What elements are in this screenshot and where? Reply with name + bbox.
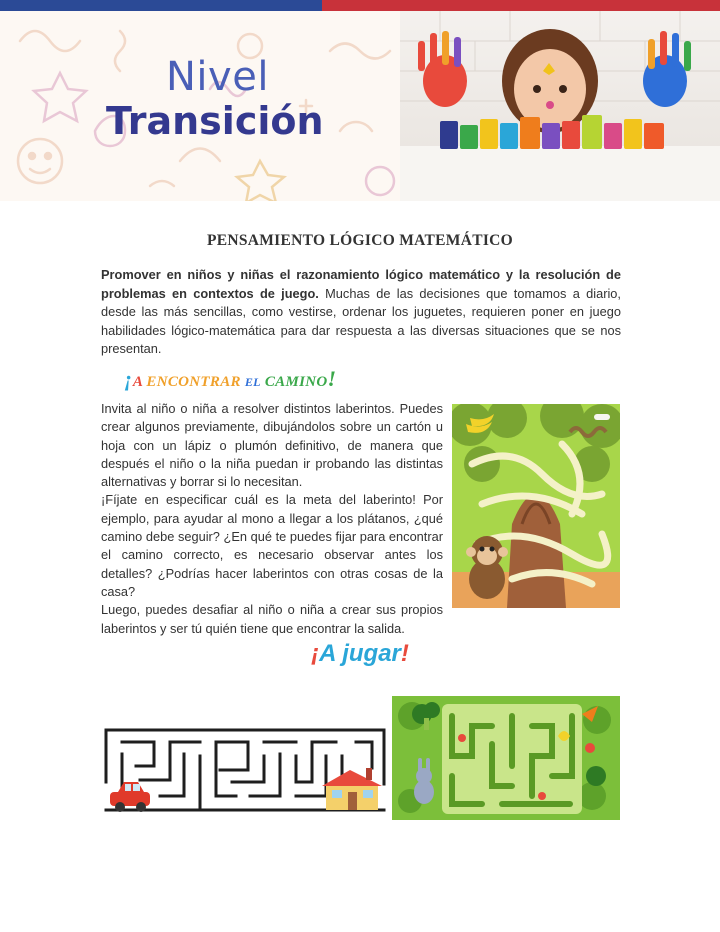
broccoli-icon xyxy=(586,766,606,786)
header-banner xyxy=(0,11,720,201)
top-color-bar xyxy=(0,0,720,11)
play-text: A jugar xyxy=(319,640,401,667)
monkey-maze-illustration xyxy=(452,404,620,608)
section-title: PENSAMIENTO LÓGICO MATEMÁTICO xyxy=(206,232,514,249)
heading-word-el: EL xyxy=(244,375,261,389)
car-icon xyxy=(110,782,150,812)
intro-paragraph xyxy=(101,266,621,359)
intro-rest-text: Muchas de las decisiones que tomamos a diario, desde las más sencillas, como vestirse, ordenar los juguetes, requieren poner en juego habilidades lógico-matemática para dar respuesta a las diversas situaciones que se nos presentan. xyxy=(101,285,621,357)
play-open-mark: ¡ xyxy=(311,640,320,667)
heading-open-mark: ¡ xyxy=(124,366,133,391)
activity-paragraph: ¡Fíjate en especificar cuál es la meta del laberinto! Por ejemplo, para ayudar al mono a llegar a los plátanos, ¿qué camino debe seguir? ¿En qué te puedes fijar para encontrar el camino correcto, es necesario observar antes los detalles? ¿Podrías hacer laberintos con otras cosas de la casa? xyxy=(101,492,443,599)
child-paint-photo xyxy=(400,11,720,201)
heading-close-mark: ! xyxy=(327,366,337,391)
heading-word-encontrar: ENCONTRAR xyxy=(146,374,241,390)
car-house-maze xyxy=(100,720,390,820)
header-title-transicion: Transición xyxy=(106,99,324,143)
bunny-garden-maze xyxy=(392,696,620,820)
activity-paragraph: Luego, puedes desafiar al niño o niña a crear sus propios laberintos y ser tú quién tiene que encontrar la salida. xyxy=(101,602,443,636)
house-icon xyxy=(322,768,382,810)
heading-word-camino: CAMINO xyxy=(264,374,328,390)
play-heading xyxy=(0,640,720,668)
activity-body xyxy=(101,400,443,638)
heading-word-a: A xyxy=(132,374,143,390)
top-bar-blue xyxy=(0,0,322,11)
top-bar-red xyxy=(322,0,720,11)
activity-paragraph: Invita al niño o niña a resolver distintos laberintos. Puedes crear algunos previamente, dibujándolos sobre un cartón u hoja con un lápiz o plumón definitivo, de manera que después el niño o la niña puedan ir probando las distintas alternativas y borrar si lo necesitan. xyxy=(101,401,443,490)
header-title-nivel: Nivel xyxy=(166,54,269,100)
activity-heading xyxy=(124,366,336,392)
intro-bold-text: Promover en niños y niñas el razonamiento lógico matemático y la resolución de problemas en contextos de juego. xyxy=(101,267,621,301)
play-close-mark: ! xyxy=(400,640,409,667)
